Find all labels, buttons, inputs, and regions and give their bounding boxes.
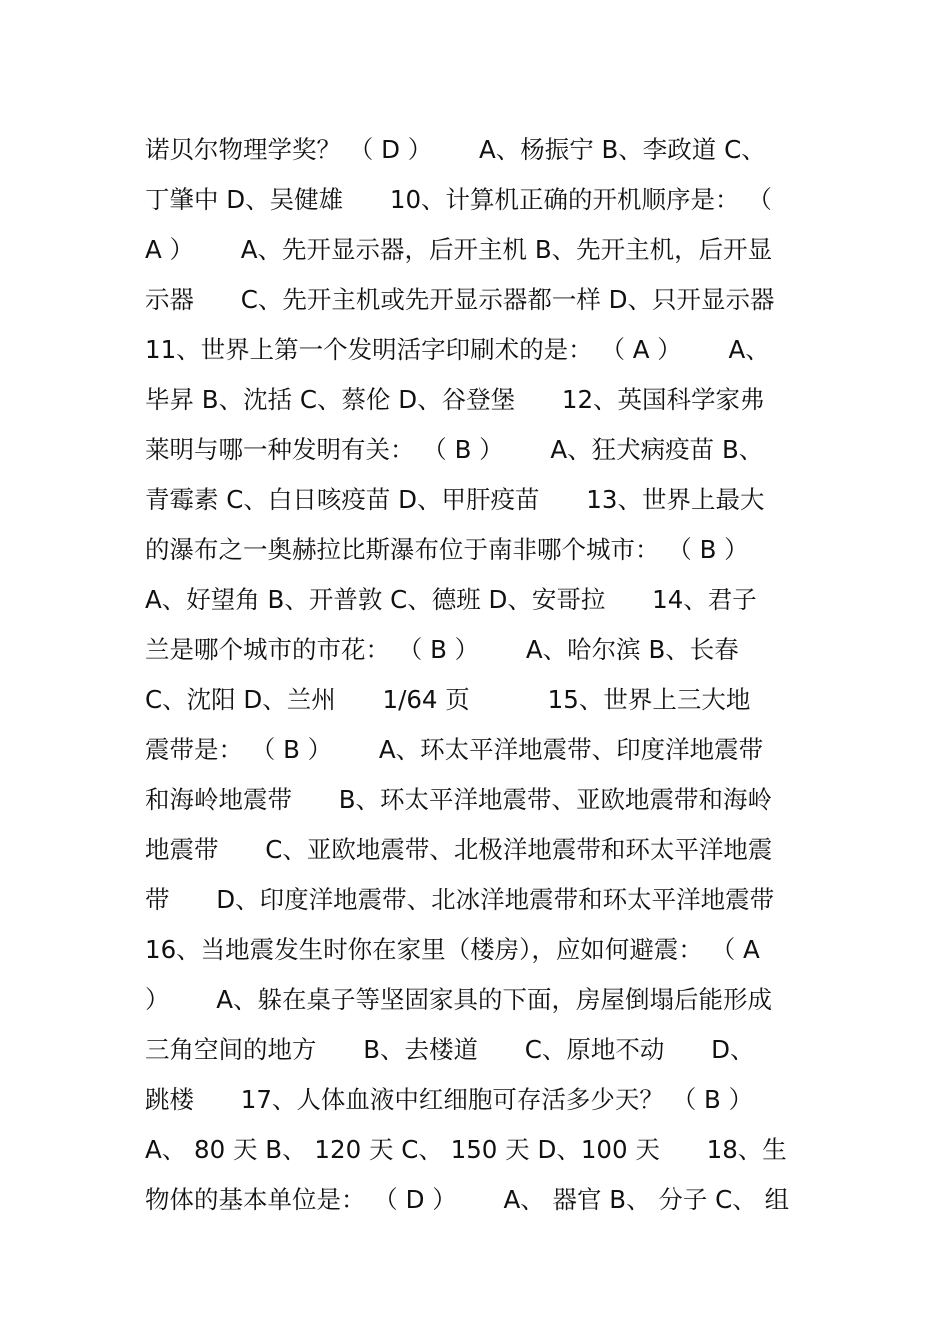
text-line: 三角空间的地方 B、去楼道 C、原地不动 D、 (145, 1035, 755, 1064)
text-line: 毕昇 B、沈括 C、蔡伦 D、谷登堡 12、英国科学家弗 (145, 385, 765, 414)
text-line: 示器 C、先开主机或先开显示器都一样 D、只开显示器 (145, 285, 775, 314)
text-line: 地震带 C、亚欧地震带、北极洋地震带和环太平洋地震 (145, 835, 773, 864)
text-line: 带 D、印度洋地震带、北冰洋地震带和环太平洋地震带 (145, 885, 775, 914)
text-line: 11、世界上第一个发明活字印刷术的是： （ A ） A、 (145, 335, 770, 364)
text-line: 16、当地震发生时你在家里（楼房），应如何避震： （ A (145, 935, 760, 964)
text-line: 跳楼 17、人体血液中红细胞可存活多少天？ （ B ） (145, 1085, 754, 1114)
text-line: 物体的基本单位是： （ D ） A、 器官 B、 分子 C、 组 (145, 1185, 790, 1214)
text-line: 的瀑布之一奥赫拉比斯瀑布位于南非哪个城市： （ B ） (145, 535, 749, 564)
text-line: 青霉素 C、白日咳疫苗 D、甲肝疫苗 13、世界上最大 (145, 485, 765, 514)
text-line: 震带是： （ B ） A、环太平洋地震带、印度洋地震带 (145, 735, 764, 764)
text-line: 丁肇中 D、吴健雄 10、计算机正确的开机顺序是： （ (145, 185, 772, 214)
text-line: 诺贝尔物理学奖？ （ D ） A、杨振宁 B、李政道 C、 (145, 135, 766, 164)
body-text (145, 125, 825, 1225)
text-line: A、 80 天 B、 120 天 C、 150 天 D、100 天 18、生 (145, 1135, 787, 1164)
text-line: ） A、躲在桌子等坚固家具的下面，房屋倒塌后能形成 (145, 985, 772, 1014)
text-line: 兰是哪个城市的市花： （ B ） A、哈尔滨 B、长春 (145, 635, 739, 664)
text-line: 和海岭地震带 B、环太平洋地震带、亚欧地震带和海岭 (145, 785, 773, 814)
text-line: C、沈阳 D、兰州 1/64 页 15、世界上三大地 (145, 685, 751, 714)
text-line: 莱明与哪一种发明有关： （ B ） A、狂犬病疫苗 B、 (145, 435, 764, 464)
text-line: A、好望角 B、开普敦 C、德班 D、安哥拉 14、君子 (145, 585, 757, 614)
text-line: A ） A、先开显示器，后开主机 B、先开主机，后开显 (145, 235, 773, 264)
